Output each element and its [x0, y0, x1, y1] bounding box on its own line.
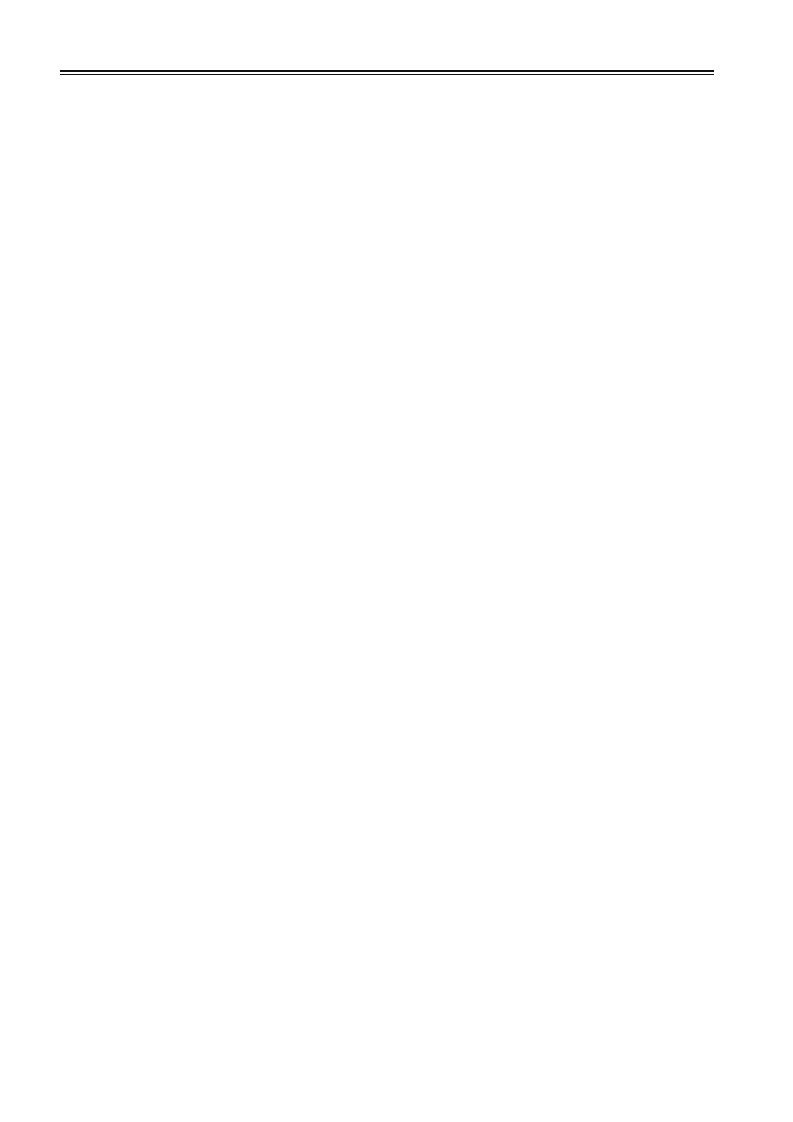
chapter-heading [60, 204, 66, 220]
header-rule-thick [60, 70, 714, 72]
header-rule-thin [60, 74, 714, 75]
